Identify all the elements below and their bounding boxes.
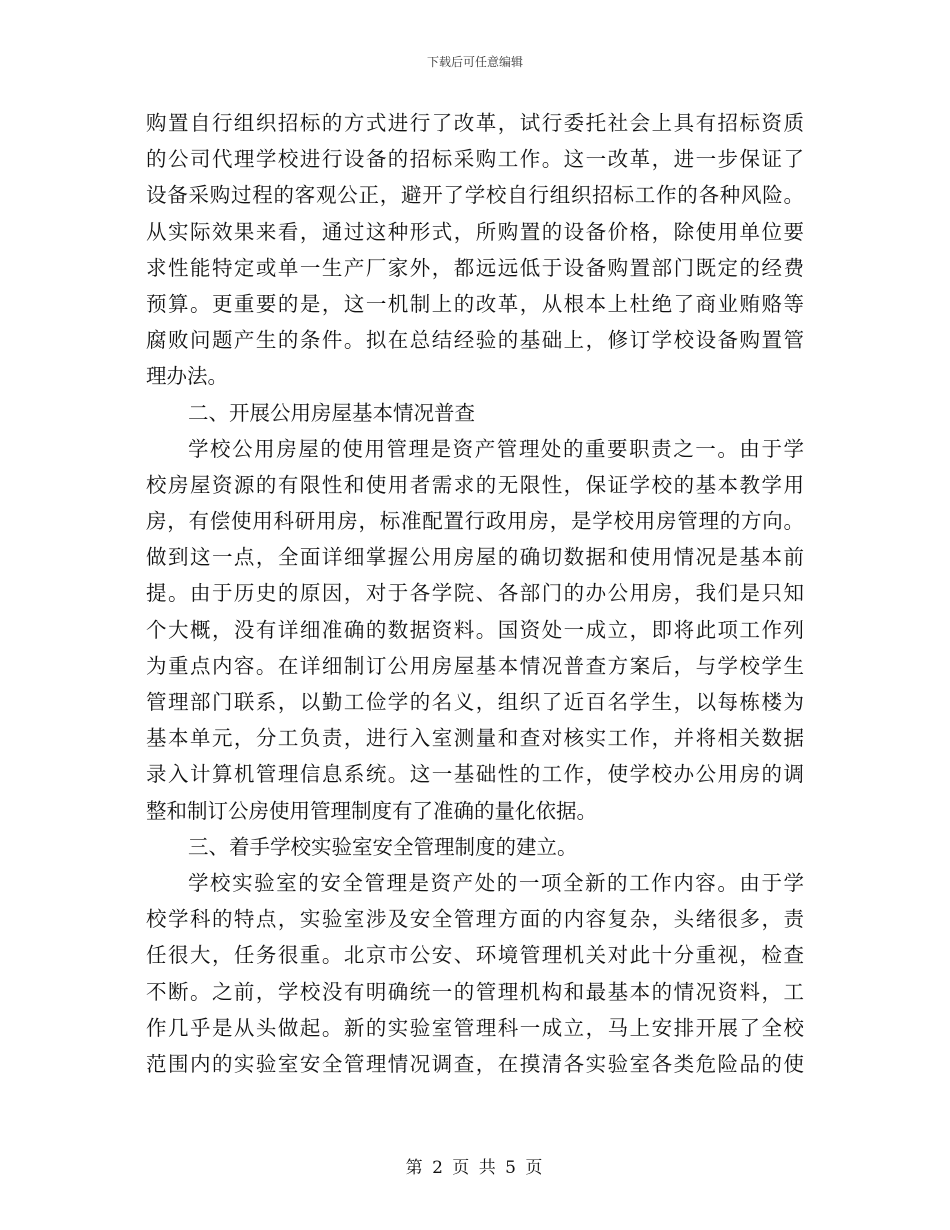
text-line: 基本单元，分工负责，进行入室测量和查对核实工作，并将相关数据 xyxy=(146,726,804,751)
text-line: 为重点内容。在详细制订公用房屋基本情况普查方案后，与学校学生 xyxy=(146,653,804,678)
page-indicator: 第 2 页 共 5 页 xyxy=(405,1158,545,1178)
text-line: 求性能特定或单一生产厂家外，都远远低于设备购置部门既定的经费 xyxy=(146,255,804,280)
text-line: 任很大，任务很重。北京市公安、环境管理机关对此十分重视，检查 xyxy=(146,943,804,968)
text-line: 校学科的特点，实验室涉及安全管理方面的内容复杂，头绪很多，责 xyxy=(146,907,804,932)
text-line: 腐败问题产生的条件。拟在总结经验的基础上，修订学校设备购置管 xyxy=(146,328,804,353)
text-line: 学校实验室的安全管理是资产处的一项全新的工作内容。由于学 xyxy=(188,870,804,895)
text-line: 的公司代理学校进行设备的招标采购工作。这一改革，进一步保证了 xyxy=(146,147,804,172)
text-line: 作几乎是从头做起。新的实验室管理科一成立，马上安排开展了全校 xyxy=(146,1015,804,1040)
text-line: 从实际效果来看，通过这种形式，所购置的设备价格，除使用单位要 xyxy=(146,219,804,244)
text-line: 学校公用房屋的使用管理是资产管理处的重要职责之一。由于学 xyxy=(188,436,804,461)
text-line: 录入计算机管理信息系统。这一基础性的工作，使学校办公用房的调 xyxy=(146,762,804,787)
text-line: 房，有偿使用科研用房，标准配置行政用房，是学校用房管理的方向。 xyxy=(146,509,804,534)
text-line: 整和制订公房使用管理制度有了准确的量化依据。 xyxy=(146,798,597,823)
header-note: 下载后可任意编辑 xyxy=(426,55,523,69)
text-line: 购置自行组织招标的方式进行了改革，试行委托社会上具有招标资质 xyxy=(146,111,804,135)
text-line: 不断。之前，学校没有明确统一的管理机构和最基本的情况资料，工 xyxy=(146,979,804,1004)
section-heading: 二、开展公用房屋基本情况普查 xyxy=(188,400,475,425)
document-body xyxy=(146,105,804,1082)
text-line: 提。由于历史的原因，对于各学院、各部门的办公用房，我们是只知 xyxy=(146,581,804,606)
section-heading: 三、着手学校实验室安全管理制度的建立。 xyxy=(188,834,578,859)
text-line: 理办法。 xyxy=(146,364,228,389)
text-line: 范围内的实验室安全管理情况调查，在摸清各实验室各类危险品的使 xyxy=(146,1051,804,1076)
text-line: 预算。更重要的是，这一机制上的改革，从根本上杜绝了商业贿赂等 xyxy=(146,291,804,316)
text-line: 做到这一点，全面详细掌握公用房屋的确切数据和使用情况是基本前 xyxy=(146,545,804,570)
text-line: 校房屋资源的有限性和使用者需求的无限性，保证学校的基本教学用 xyxy=(146,472,804,497)
text-line: 个大概，没有详细准确的数据资料。国资处一成立，即将此项工作列 xyxy=(146,617,804,642)
text-line: 管理部门联系，以勤工俭学的名义，组织了近百名学生，以每栋楼为 xyxy=(146,690,804,714)
text-line: 设备采购过程的客观公正，避开了学校自行组织招标工作的各种风险。 xyxy=(146,183,804,208)
